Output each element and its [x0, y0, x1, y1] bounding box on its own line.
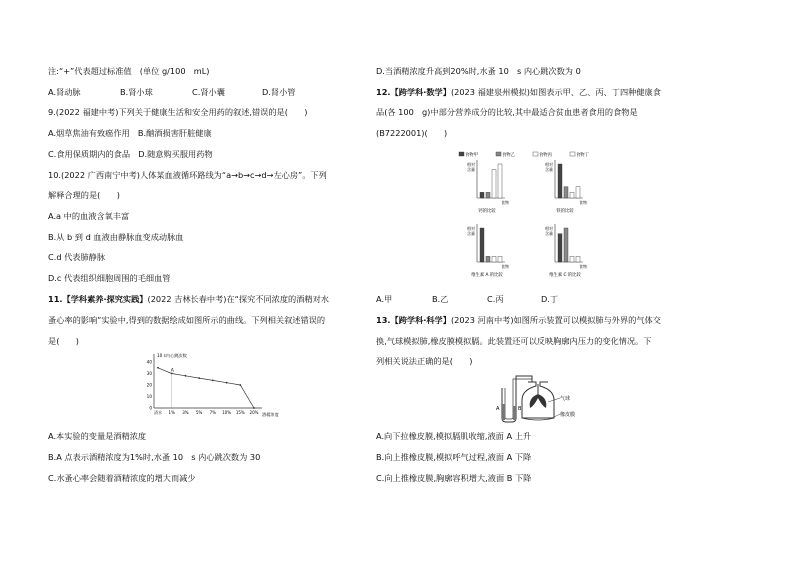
q12-stem-line3: (B7222001)( ): [376, 128, 448, 138]
legend-swatch: [459, 152, 464, 156]
bar: [564, 228, 568, 262]
legend-label: 食物丁: [576, 153, 589, 158]
balloon-left: [530, 394, 538, 408]
q12-stem-line2: 品(各 100 g)中部分营养成分的比较,其中最适合贫血患者食用的食物是: [376, 107, 638, 117]
q11-stem-line1: [48, 294, 329, 304]
panel-y-label: 相对: [545, 226, 553, 231]
legend-swatch: [570, 152, 575, 156]
heart-rate-line-chart: [140, 350, 290, 422]
x-tick-label: 1%: [168, 410, 175, 415]
q8-option-c[interactable]: C.肾小囊: [192, 87, 225, 97]
panel-y-label: 含量: [545, 231, 553, 236]
label-membrane: 橡皮膜: [560, 412, 576, 418]
bar: [576, 187, 580, 198]
u-tube: [502, 376, 532, 422]
q13-stem-line1: [376, 315, 661, 325]
q11-option-c[interactable]: C.水蚤心率会随着酒精浓度的增大而减少: [48, 473, 196, 483]
q8-option-d[interactable]: D.肾小管: [262, 87, 296, 97]
panel-x-label: 食物: [501, 200, 509, 205]
data-point: [185, 375, 187, 377]
q12-option-c[interactable]: C.丙: [487, 294, 504, 304]
x-tick-label: 20%: [249, 410, 259, 415]
y-tick-label: 0: [149, 405, 152, 411]
q13-stem-rest: (2023 河南中考)如图所示装置可以模拟肺与外界的气体交: [450, 315, 661, 325]
q12-stem-line1: [376, 87, 661, 97]
q13-stem-line2: 换,气球模拟肺,橡皮膜模拟膈。此装置还可以反映胸廓内压力的变化情况。下: [376, 336, 652, 346]
data-point: [239, 384, 241, 386]
y-tick-label: 30: [146, 371, 152, 376]
q12-tag: 12.【跨学科·数学】: [376, 87, 451, 97]
q9-options-cd[interactable]: C.食用保质期内的食品 D.随意购买服用药物: [48, 149, 213, 159]
bar: [498, 256, 502, 262]
data-point: [253, 407, 255, 409]
label-balloon: 气球: [560, 396, 571, 402]
panel-y-label: 相对: [467, 226, 475, 231]
u-tube-inner: [505, 379, 532, 419]
q13-option-b[interactable]: B.向上推橡皮膜,模拟呼气过程,液面 A 下降: [376, 452, 532, 462]
panel-caption: 铁的比较: [556, 209, 574, 214]
bar: [564, 187, 568, 198]
q8-option-a[interactable]: A.肾动脉: [48, 87, 81, 97]
bar: [558, 234, 562, 262]
x-tick-label: 15%: [235, 410, 245, 415]
q11-option-a[interactable]: A.本实验的变量是酒精浓度: [48, 431, 147, 441]
x-tick-label: 5%: [195, 410, 203, 415]
bar: [570, 192, 574, 198]
bar: [486, 192, 490, 198]
bar: [492, 170, 496, 198]
panel-caption: 维生素 A 的比较: [471, 273, 503, 278]
data-point: [212, 380, 214, 382]
q8-option-b[interactable]: B.肾小球: [120, 87, 153, 97]
data-point: [226, 382, 228, 384]
q10-option-b[interactable]: B.从 b 到 d 血液由静脉血变成动脉血: [48, 232, 184, 242]
y-tick-label: 40: [146, 359, 152, 365]
legend-swatch: [533, 152, 538, 156]
nutrient-bar-charts: [455, 150, 615, 292]
q12-option-d[interactable]: D.丁: [541, 294, 559, 304]
legend-swatch: [496, 152, 501, 156]
lung-model-diagram: [492, 366, 588, 424]
y-axis-label: 10 s内心跳次数: [157, 353, 187, 358]
q10-option-a[interactable]: A.a 中的血液含氧丰富: [48, 211, 130, 221]
bar: [480, 228, 484, 262]
q13-option-c[interactable]: C.向上推橡皮膜,胸廓容积增大,液面 B 下降: [376, 473, 532, 483]
legend-label: 食物甲: [465, 153, 478, 158]
x-axis-label: 酒精浓度: [262, 412, 279, 417]
point-a-label: A: [170, 368, 174, 374]
panel-y-label: 含量: [467, 167, 475, 172]
q11-stem-rest: (2022 吉林长春中考)在“探究不同浓度的酒精对水: [147, 294, 329, 304]
q13-stem-line3: 列相关说法正确的是( ): [376, 356, 473, 366]
q10-option-c[interactable]: C.d 代表肺静脉: [48, 252, 106, 262]
q11-stem-line3: 是( ): [48, 336, 79, 346]
membrane-pointer: [552, 414, 560, 418]
q11-tag: 11.【学科素养·探究实践】: [48, 294, 148, 304]
panel-x-label: 食物: [501, 264, 509, 269]
y-tick-label: 20: [146, 382, 152, 388]
q12-stem-rest: (2023 福建泉州模拟)如图表示甲、乙、丙、丁四种健康食: [450, 87, 661, 97]
y-tick-label: 10: [146, 394, 152, 399]
q11-stem-line2: 蚤心率的影响”实验中,得到的数据绘成如图所示的曲线。下列相关叙述错误的: [48, 315, 326, 325]
q11-option-d[interactable]: D.当酒精浓度升高到20%时,水蚤 10 s 内心跳次数为 0: [376, 66, 581, 76]
bar: [480, 192, 484, 198]
q9-stem: 9.(2022 福建中考)下列关于健康生活和安全用药的叙述,错误的是( ): [48, 107, 308, 117]
liquid-b: [513, 406, 516, 420]
data-point: [157, 367, 159, 369]
q13-option-a[interactable]: A.向下拉橡皮膜,模拟膈肌收缩,液面 A 上升: [376, 431, 532, 441]
label-b: B: [518, 406, 522, 412]
x-tick-label: 7%: [209, 410, 217, 415]
panel-caption: 钙的比较: [478, 209, 496, 214]
panel-y-label: 相对: [467, 162, 475, 167]
q10-option-d[interactable]: D.c 代表组织细胞周围的毛细血管: [48, 273, 171, 283]
q10-stem-line1: 10.(2022 广西南宁中考)人体某血液循环路线为“a→b→c→d→左心房”。下列: [48, 170, 327, 180]
panel-x-label: 食物: [579, 200, 587, 205]
bar: [576, 256, 580, 262]
x-tick-label: 3%: [182, 410, 189, 415]
panel-y-label: 相对: [545, 162, 553, 167]
balloon-right: [538, 394, 546, 408]
table-note: 注:“+”代表超过标准值 (单位 g/100 mL): [48, 66, 210, 76]
liquid-a: [502, 404, 505, 420]
x-tick-label: 10%: [222, 410, 232, 415]
legend-label: 食物乙: [502, 153, 515, 158]
q12-option-b[interactable]: B.乙: [432, 294, 449, 304]
bar: [558, 164, 562, 198]
bar: [498, 164, 502, 198]
panel-x-label: 食物: [579, 264, 587, 269]
q13-tag: 13.【跨学科·科学】: [376, 315, 451, 325]
label-a: A: [496, 406, 500, 412]
q11-option-b[interactable]: B.A 点表示酒精浓度为1%时,水蚤 10 s 内心跳次数为 30: [48, 452, 261, 462]
legend-label: 食物丙: [539, 153, 552, 158]
data-point: [198, 377, 200, 379]
bar: [486, 256, 490, 262]
q9-options-ab[interactable]: A.烟草焦油有致癌作用 B.酗酒损害肝脏健康: [48, 128, 212, 138]
panel-y-label: 含量: [467, 231, 475, 236]
panel-y-label: 含量: [545, 167, 553, 172]
bar: [570, 256, 574, 262]
q10-stem-line2: 解释合理的是( ): [48, 190, 120, 200]
q12-option-a[interactable]: A.甲: [376, 294, 393, 304]
x-tick-label: 清水: [154, 410, 162, 415]
panel-caption: 维生素 C 的比较: [549, 273, 581, 278]
bar: [492, 256, 496, 262]
